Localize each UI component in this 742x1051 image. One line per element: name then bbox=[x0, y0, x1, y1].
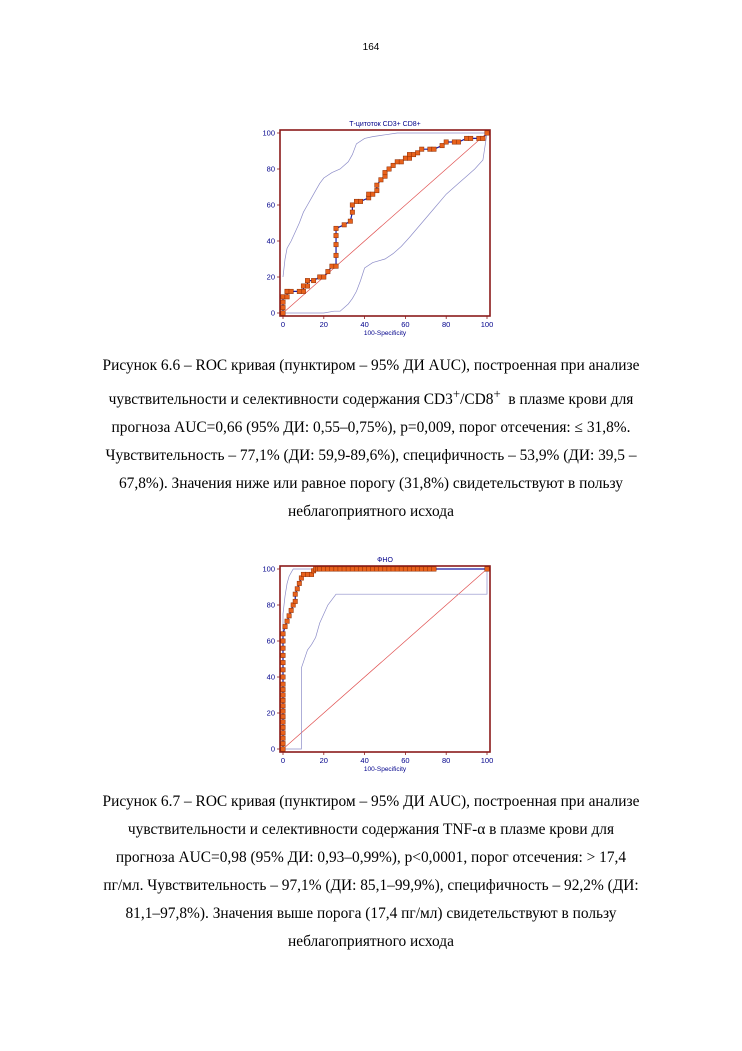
roc-point bbox=[358, 199, 362, 203]
roc-point bbox=[281, 646, 285, 650]
chart-title: ФНО bbox=[377, 557, 393, 564]
roc-point bbox=[322, 275, 326, 279]
roc-point bbox=[346, 567, 350, 571]
x-tick-label: 80 bbox=[442, 756, 451, 765]
roc-point bbox=[281, 311, 285, 315]
roc-point bbox=[424, 567, 428, 571]
roc-point bbox=[342, 567, 346, 571]
y-tick-label: 40 bbox=[266, 236, 275, 246]
y-tick-label: 0 bbox=[270, 744, 275, 754]
y-tick-label: 100 bbox=[262, 564, 275, 574]
x-tick-label: 20 bbox=[319, 320, 328, 329]
roc-point bbox=[383, 567, 387, 571]
roc-point bbox=[432, 147, 436, 151]
roc-point bbox=[334, 226, 338, 230]
roc-point bbox=[301, 289, 305, 293]
y-tick-label: 60 bbox=[266, 636, 275, 646]
roc-point bbox=[285, 295, 289, 299]
roc-point bbox=[452, 140, 456, 144]
caption-line: Рисунок 6.7 – ROC кривая (пунктиром – 95% ДИ AUC), построенная при анализе bbox=[102, 793, 640, 810]
roc-point bbox=[387, 167, 391, 171]
roc-point bbox=[428, 147, 432, 151]
roc-point bbox=[407, 152, 411, 156]
roc-point bbox=[399, 160, 403, 164]
roc-point bbox=[468, 136, 472, 140]
roc-point bbox=[287, 614, 291, 618]
roc-point bbox=[289, 289, 293, 293]
roc-point bbox=[350, 567, 354, 571]
roc-point bbox=[330, 567, 334, 571]
roc-point bbox=[334, 253, 338, 257]
caption-line: неблагоприятного исхода bbox=[288, 503, 454, 521]
page-number: 164 bbox=[362, 42, 380, 53]
roc-point bbox=[481, 136, 485, 140]
roc-point bbox=[334, 233, 338, 237]
roc-point bbox=[366, 567, 370, 571]
caption-line: Рисунок 6.6 – ROC кривая (пунктиром – 95% ДИ AUC), построенная при анализе bbox=[102, 357, 640, 374]
roc-point bbox=[371, 567, 375, 571]
roc-point bbox=[379, 567, 383, 571]
roc-point bbox=[334, 567, 338, 571]
x-tick-label: 100 bbox=[480, 320, 494, 329]
roc-point bbox=[281, 731, 285, 735]
roc-point bbox=[281, 720, 285, 724]
caption-line: прогноза AUC=0,98 (95% ДИ: 0,93–0,99%), p<0,0001, порог отсечения: > 17,4 bbox=[115, 849, 627, 866]
y-tick-label: 20 bbox=[266, 708, 275, 718]
roc-point bbox=[281, 682, 285, 686]
x-tick-label: 100 bbox=[480, 756, 494, 765]
x-axis-label: 100-Specificity bbox=[363, 766, 407, 773]
roc-point bbox=[362, 567, 366, 571]
roc-point bbox=[281, 736, 285, 740]
roc-point bbox=[375, 567, 379, 571]
caption-line: 81,1–97,8%). Значения выше порога (17,4 пг/мл) свидетельствуют в пользу bbox=[125, 905, 617, 922]
caption-line: Чувствительность – 77,1% (ДИ: 59,9-89,6%), специфичность – 53,9% (ДИ: 39,5 – bbox=[105, 447, 637, 465]
roc-point bbox=[293, 592, 297, 596]
roc-point bbox=[297, 289, 301, 293]
roc-point bbox=[334, 242, 338, 246]
roc-point bbox=[485, 131, 489, 135]
roc-point bbox=[415, 567, 419, 571]
roc-point bbox=[289, 608, 293, 612]
roc-point bbox=[281, 687, 285, 691]
roc-point bbox=[281, 305, 285, 309]
figure-caption-6-7 bbox=[70, 788, 672, 956]
roc-point bbox=[281, 660, 285, 664]
roc-point bbox=[338, 567, 342, 571]
roc-point bbox=[293, 599, 297, 603]
roc-point bbox=[456, 140, 460, 144]
roc-point bbox=[387, 567, 391, 571]
roc-point bbox=[305, 284, 309, 288]
roc-point bbox=[411, 567, 415, 571]
roc-point bbox=[281, 675, 285, 679]
roc-chart-tnf bbox=[246, 548, 496, 780]
x-tick-label: 80 bbox=[442, 320, 451, 329]
roc-point bbox=[295, 587, 299, 591]
roc-point bbox=[283, 624, 287, 628]
x-axis-label: 100-Specificity bbox=[363, 330, 407, 337]
roc-point bbox=[285, 289, 289, 293]
roc-point bbox=[281, 632, 285, 636]
roc-point bbox=[281, 300, 285, 304]
x-tick-label: 60 bbox=[401, 756, 410, 765]
roc-point bbox=[358, 567, 362, 571]
roc-point bbox=[383, 170, 387, 174]
roc-point bbox=[285, 619, 289, 623]
roc-point bbox=[305, 572, 309, 576]
x-tick-label: 40 bbox=[360, 320, 369, 329]
roc-point bbox=[444, 140, 448, 144]
roc-point bbox=[440, 143, 444, 147]
roc-point bbox=[420, 147, 424, 151]
y-tick-label: 100 bbox=[262, 128, 275, 138]
caption-line: прогноза AUC=0,66 (95% ДИ: 0,55–0,75%), p=0,009, порог отсечения: ≤ 31,8%. bbox=[111, 419, 631, 437]
roc-point bbox=[391, 567, 395, 571]
roc-point bbox=[415, 151, 419, 155]
roc-point bbox=[311, 278, 315, 282]
caption-line: 67,8%). Значения ниже или равное порогу (31,8%) свидетельствуют в пользу bbox=[118, 475, 624, 493]
figure-tnf bbox=[0, 548, 742, 780]
roc-point bbox=[281, 639, 285, 643]
chart-title: Т-цитоток CD3+ CD8+ bbox=[349, 121, 421, 128]
roc-point bbox=[342, 223, 346, 227]
roc-point bbox=[403, 567, 407, 571]
roc-point bbox=[281, 714, 285, 718]
roc-point bbox=[326, 567, 330, 571]
roc-point bbox=[318, 567, 322, 571]
roc-point bbox=[334, 264, 338, 268]
roc-point bbox=[432, 567, 436, 571]
roc-point bbox=[375, 183, 379, 187]
roc-point bbox=[420, 567, 424, 571]
caption-line: чувствительности и селективности содержания CD3+/CD8+ в плазме крови для bbox=[108, 387, 634, 409]
x-tick-label: 0 bbox=[280, 756, 286, 765]
roc-point bbox=[281, 653, 285, 657]
caption-line: неблагоприятного исхода bbox=[288, 933, 454, 950]
figure-caption-6-6 bbox=[70, 352, 672, 526]
y-tick-label: 20 bbox=[266, 272, 275, 282]
roc-point bbox=[379, 178, 383, 182]
roc-point bbox=[391, 163, 395, 167]
y-tick-label: 40 bbox=[266, 672, 275, 682]
roc-point bbox=[411, 152, 415, 156]
roc-point bbox=[428, 567, 432, 571]
roc-point bbox=[354, 199, 358, 203]
roc-point bbox=[464, 136, 468, 140]
roc-point bbox=[281, 747, 285, 751]
roc-point bbox=[350, 203, 354, 207]
roc-point bbox=[281, 725, 285, 729]
x-tick-label: 60 bbox=[401, 320, 410, 329]
roc-point bbox=[305, 278, 309, 282]
roc-point bbox=[330, 264, 334, 268]
y-tick-label: 80 bbox=[266, 600, 275, 610]
roc-point bbox=[281, 704, 285, 708]
roc-point bbox=[281, 668, 285, 672]
roc-point bbox=[326, 269, 330, 273]
figure-cd3-cd8 bbox=[0, 112, 742, 344]
roc-point bbox=[366, 192, 370, 196]
y-tick-label: 80 bbox=[266, 164, 275, 174]
roc-point bbox=[350, 210, 354, 214]
y-tick-label: 0 bbox=[270, 308, 275, 318]
roc-point bbox=[297, 581, 301, 585]
roc-point bbox=[281, 693, 285, 697]
roc-point bbox=[318, 275, 322, 279]
roc-point bbox=[399, 567, 403, 571]
x-tick-label: 20 bbox=[319, 756, 328, 765]
caption-line: чувствительности и селективности содержания TNF-α в плазме крови для bbox=[127, 821, 615, 838]
y-tick-label: 60 bbox=[266, 200, 275, 210]
caption-line: пг/мл. Чувствительность – 97,1% (ДИ: 85,1–99,9%), специфичность – 92,2% (ДИ: bbox=[103, 877, 639, 894]
roc-point bbox=[322, 567, 326, 571]
roc-point bbox=[395, 160, 399, 164]
roc-point bbox=[403, 156, 407, 160]
roc-point bbox=[281, 295, 285, 299]
roc-point bbox=[281, 698, 285, 702]
roc-point bbox=[301, 284, 305, 288]
x-tick-label: 40 bbox=[360, 756, 369, 765]
roc-point bbox=[354, 567, 358, 571]
roc-point bbox=[375, 188, 379, 192]
roc-chart-cd3-cd8 bbox=[246, 112, 496, 344]
roc-point bbox=[301, 572, 305, 576]
roc-point bbox=[281, 709, 285, 713]
roc-point bbox=[477, 136, 481, 140]
roc-point bbox=[395, 567, 399, 571]
roc-point bbox=[371, 192, 375, 196]
roc-point bbox=[407, 567, 411, 571]
x-tick-label: 0 bbox=[280, 320, 286, 329]
roc-point bbox=[281, 741, 285, 745]
roc-point bbox=[348, 219, 352, 223]
roc-point bbox=[485, 567, 489, 571]
